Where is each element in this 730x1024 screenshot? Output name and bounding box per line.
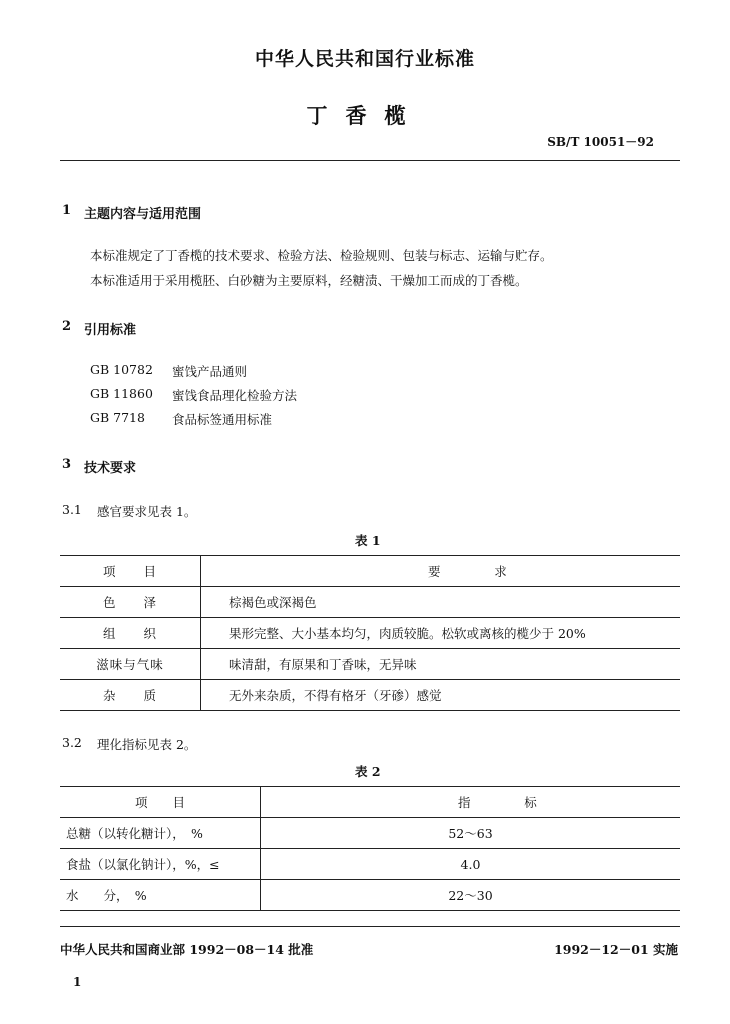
table-1-caption: 表 1: [355, 533, 381, 548]
subsection-3-2-text: 理化指标见表 2。: [97, 737, 197, 752]
table-row: [60, 880, 680, 911]
table-cell-value: 4.0: [261, 849, 681, 880]
table-cell-requirement: 无外来杂质，不得有格牙（牙碜）感觉: [201, 680, 681, 711]
table-header-row: [60, 556, 680, 587]
table-row: [60, 818, 680, 849]
table-cell-requirement: 果形完整、大小基本均匀，肉质较脆。松软或离核的榄少于 20%: [201, 618, 681, 649]
table-cell-item: 组 织: [60, 618, 201, 649]
org-title: 中华人民共和国行业标准: [254, 48, 475, 70]
table-2-caption: 表 2: [355, 764, 381, 779]
table-2: [60, 786, 680, 911]
section-1-paragraph: 本标准适用于采用榄胚、白砂糖为主要原料，经糖渍、干燥加工而成的丁香榄。: [90, 273, 528, 288]
header-char: 要: [427, 564, 441, 579]
table-cell-item: 水 分， %: [60, 880, 261, 911]
document-title: 丁香榄: [306, 103, 424, 128]
table-cell-item: 食盐（以氯化钠计），%，≤: [60, 849, 261, 880]
table-row: [60, 849, 680, 880]
ref-code: GB 7718: [90, 410, 145, 425]
ref-title: 蜜饯食品理化检验方法: [172, 388, 298, 403]
ref-code: GB 11860: [90, 386, 153, 401]
header-char: 标: [524, 795, 537, 810]
table-row: [60, 587, 680, 618]
table-cell-item: 滋味与气味: [60, 649, 201, 680]
section-1-paragraph: 本标准规定了丁香榄的技术要求、检验方法、检验规则、包装与标志、运输与贮存。: [90, 248, 553, 263]
footer-divider: [60, 926, 680, 927]
table-header-cell: [261, 787, 681, 818]
table-cell-item: 总糖（以转化糖计）， %: [60, 818, 261, 849]
ref-title: 食品标签通用标准: [172, 412, 273, 427]
section-3-number: 3: [62, 457, 72, 472]
effective-date: 1992－12－01 实施: [554, 942, 678, 957]
table-cell-value: 22～30: [261, 880, 681, 911]
table-cell-requirement: 味清甜，有原果和丁香味，无异味: [201, 649, 681, 680]
approval-line: 中华人民共和国商业部 1992－08－14 批准: [60, 942, 314, 957]
table-1: [60, 555, 680, 711]
subsection-3-2-number: 3.2: [62, 735, 82, 750]
page-number: 1: [73, 975, 82, 989]
section-1-number: 1: [62, 203, 72, 218]
section-1-title: 主题内容与适用范围: [84, 207, 202, 222]
header-char: 指: [457, 795, 471, 810]
table-row: [60, 618, 680, 649]
header-char: 求: [494, 564, 507, 579]
table-header-cell: 项 目: [60, 787, 261, 818]
standard-code: SB/T 10051－92: [547, 135, 654, 149]
section-2-title: 引用标准: [84, 323, 137, 338]
table-header-cell: [201, 556, 681, 587]
ref-title: 蜜饯产品通则: [172, 364, 248, 379]
subsection-3-1-text: 感官要求见表 1。: [97, 504, 197, 519]
table-cell-item: 杂 质: [60, 680, 201, 711]
table-cell-value: 52～63: [261, 818, 681, 849]
ref-code: GB 10782: [90, 362, 153, 377]
section-3-title: 技术要求: [84, 461, 137, 476]
section-2-number: 2: [62, 319, 72, 334]
table-header-cell: 项 目: [60, 556, 201, 587]
header-divider: [60, 160, 680, 161]
table-cell-item: 色 泽: [60, 587, 201, 618]
table-header-row: [60, 787, 680, 818]
table-row: [60, 680, 680, 711]
subsection-3-1-number: 3.1: [62, 502, 82, 517]
table-row: [60, 649, 680, 680]
table-cell-requirement: 棕褐色或深褐色: [201, 587, 681, 618]
